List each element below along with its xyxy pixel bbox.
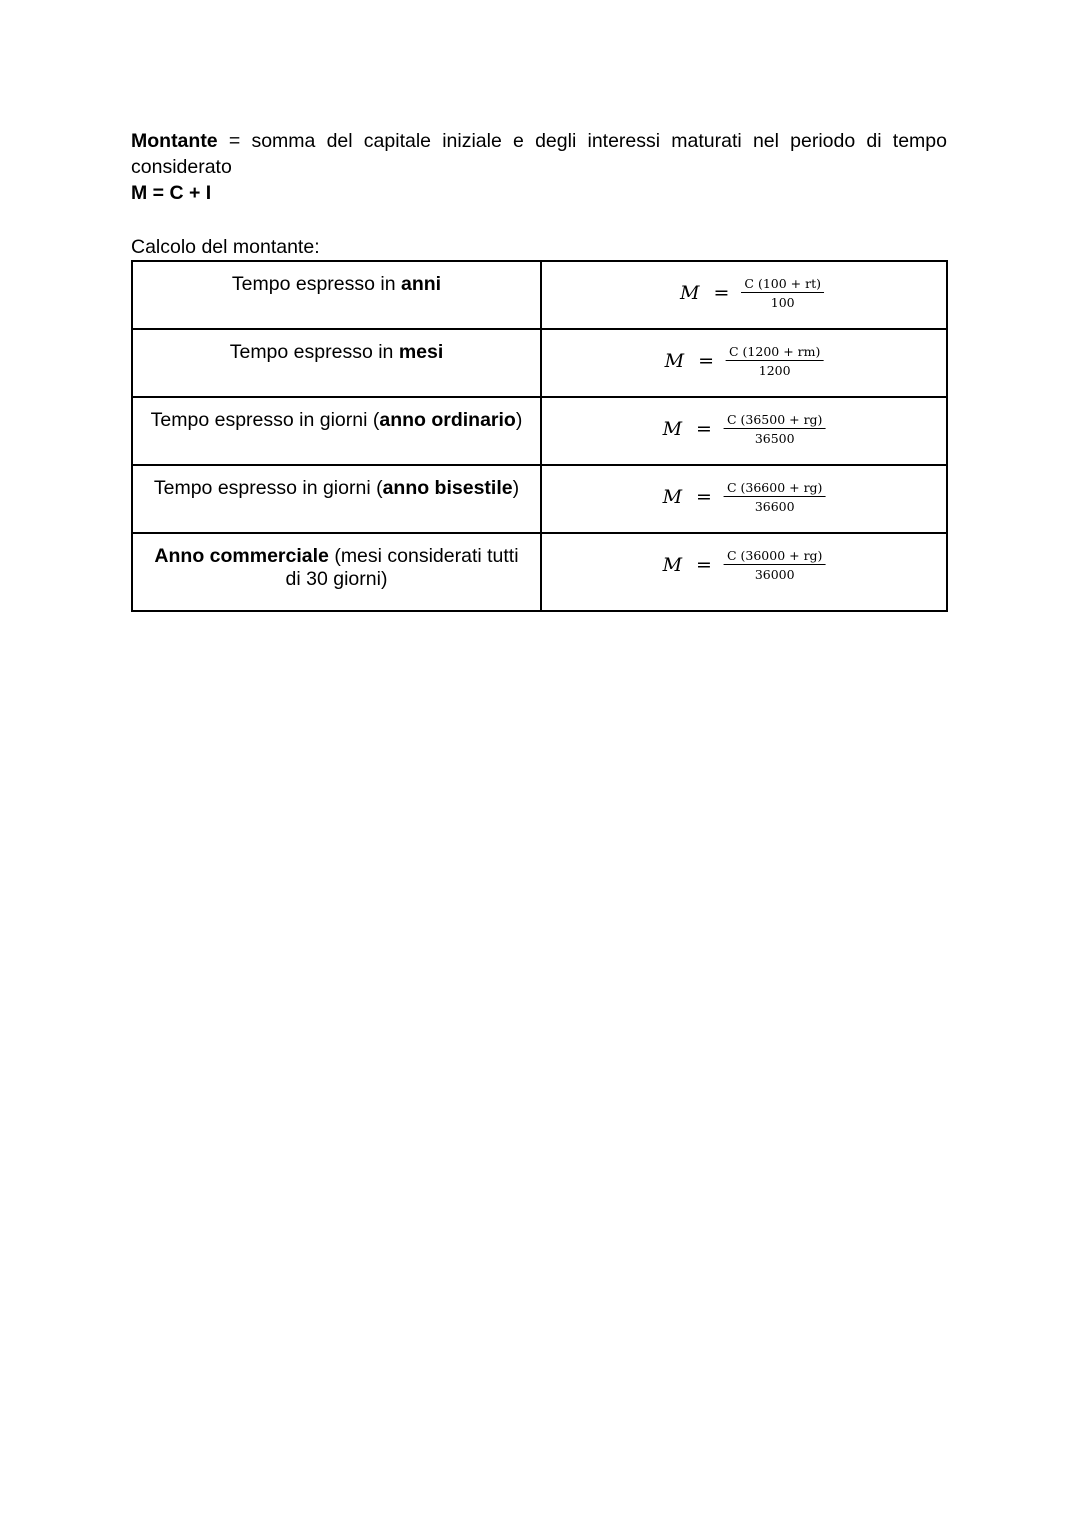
- label-suffix: ): [512, 477, 520, 499]
- label-prefix: Tempo espresso in: [231, 273, 401, 295]
- fraction-denominator: 36600: [754, 499, 795, 514]
- formula: [663, 412, 826, 446]
- formula: [663, 548, 826, 582]
- formula-equals: =: [696, 418, 712, 440]
- formula: [663, 480, 826, 514]
- fraction-numerator: C (36000 + rg): [724, 548, 825, 565]
- formula-equals: =: [713, 282, 730, 304]
- formula-cell: [541, 465, 947, 533]
- formula-cell: [541, 533, 947, 611]
- fraction-denominator: 1200: [758, 363, 791, 378]
- table-row: [132, 533, 947, 611]
- label-bold: Anno commerciale: [154, 545, 329, 567]
- formula-cell: [541, 329, 947, 397]
- fraction-numerator: C (100 + rt): [741, 276, 824, 293]
- label-bold: anno ordinario: [379, 409, 516, 431]
- time-label-cell: [132, 261, 541, 329]
- table-row: [132, 329, 947, 397]
- formula: [680, 276, 824, 310]
- definition-line-1: [131, 128, 947, 154]
- formula-lhs: M: [662, 486, 683, 508]
- formula-fraction: [724, 480, 825, 514]
- label-bold: anno bisestile: [382, 477, 513, 499]
- definition-text: = somma del capitale iniziale e degli interessi maturati nel periodo di tempo: [217, 130, 947, 152]
- time-label-cell: [132, 465, 541, 533]
- document-page: [131, 128, 947, 612]
- formula-fraction: [741, 276, 824, 310]
- table-row: [132, 397, 947, 465]
- fraction-numerator: C (36600 + rg): [724, 480, 825, 497]
- label-bold: anni: [401, 273, 442, 295]
- formula: [665, 344, 824, 378]
- label-suffix: (mesi considerati tutti di 30 giorni): [285, 545, 519, 590]
- definition-formula: M = C + I: [131, 182, 212, 204]
- label-prefix: Tempo espresso in: [229, 341, 399, 363]
- formula-fraction: [724, 412, 825, 446]
- formula-equals: =: [696, 554, 712, 576]
- time-label-cell: [132, 397, 541, 465]
- table-caption: Calcolo del montante:: [131, 236, 320, 258]
- formula-lhs: M: [662, 418, 683, 440]
- formula-equals: =: [696, 486, 712, 508]
- label-suffix: ): [515, 409, 523, 431]
- label-prefix: Tempo espresso in giorni (: [150, 409, 380, 431]
- formula-cell: [541, 261, 947, 329]
- formula-lhs: M: [664, 350, 685, 372]
- time-label-cell: [132, 329, 541, 397]
- table-row: [132, 261, 947, 329]
- formula-fraction: [726, 344, 823, 378]
- montante-table: [131, 260, 948, 612]
- formula-fraction: [724, 548, 825, 582]
- label-prefix: Tempo espresso in giorni (: [153, 477, 383, 499]
- definition-term: Montante: [131, 130, 218, 152]
- formula-cell: [541, 397, 947, 465]
- formula-lhs: M: [662, 554, 683, 576]
- label-bold: mesi: [398, 341, 444, 363]
- fraction-denominator: 100: [770, 295, 795, 310]
- fraction-denominator: 36000: [754, 567, 795, 582]
- time-label-cell: [132, 533, 541, 611]
- table-row: [132, 465, 947, 533]
- formula-lhs: M: [680, 282, 700, 304]
- fraction-denominator: 36500: [754, 431, 795, 446]
- fraction-numerator: C (1200 + rm): [726, 344, 823, 361]
- fraction-numerator: C (36500 + rg): [724, 412, 825, 429]
- definition-line-2: considerato: [131, 156, 232, 178]
- formula-equals: =: [698, 350, 715, 372]
